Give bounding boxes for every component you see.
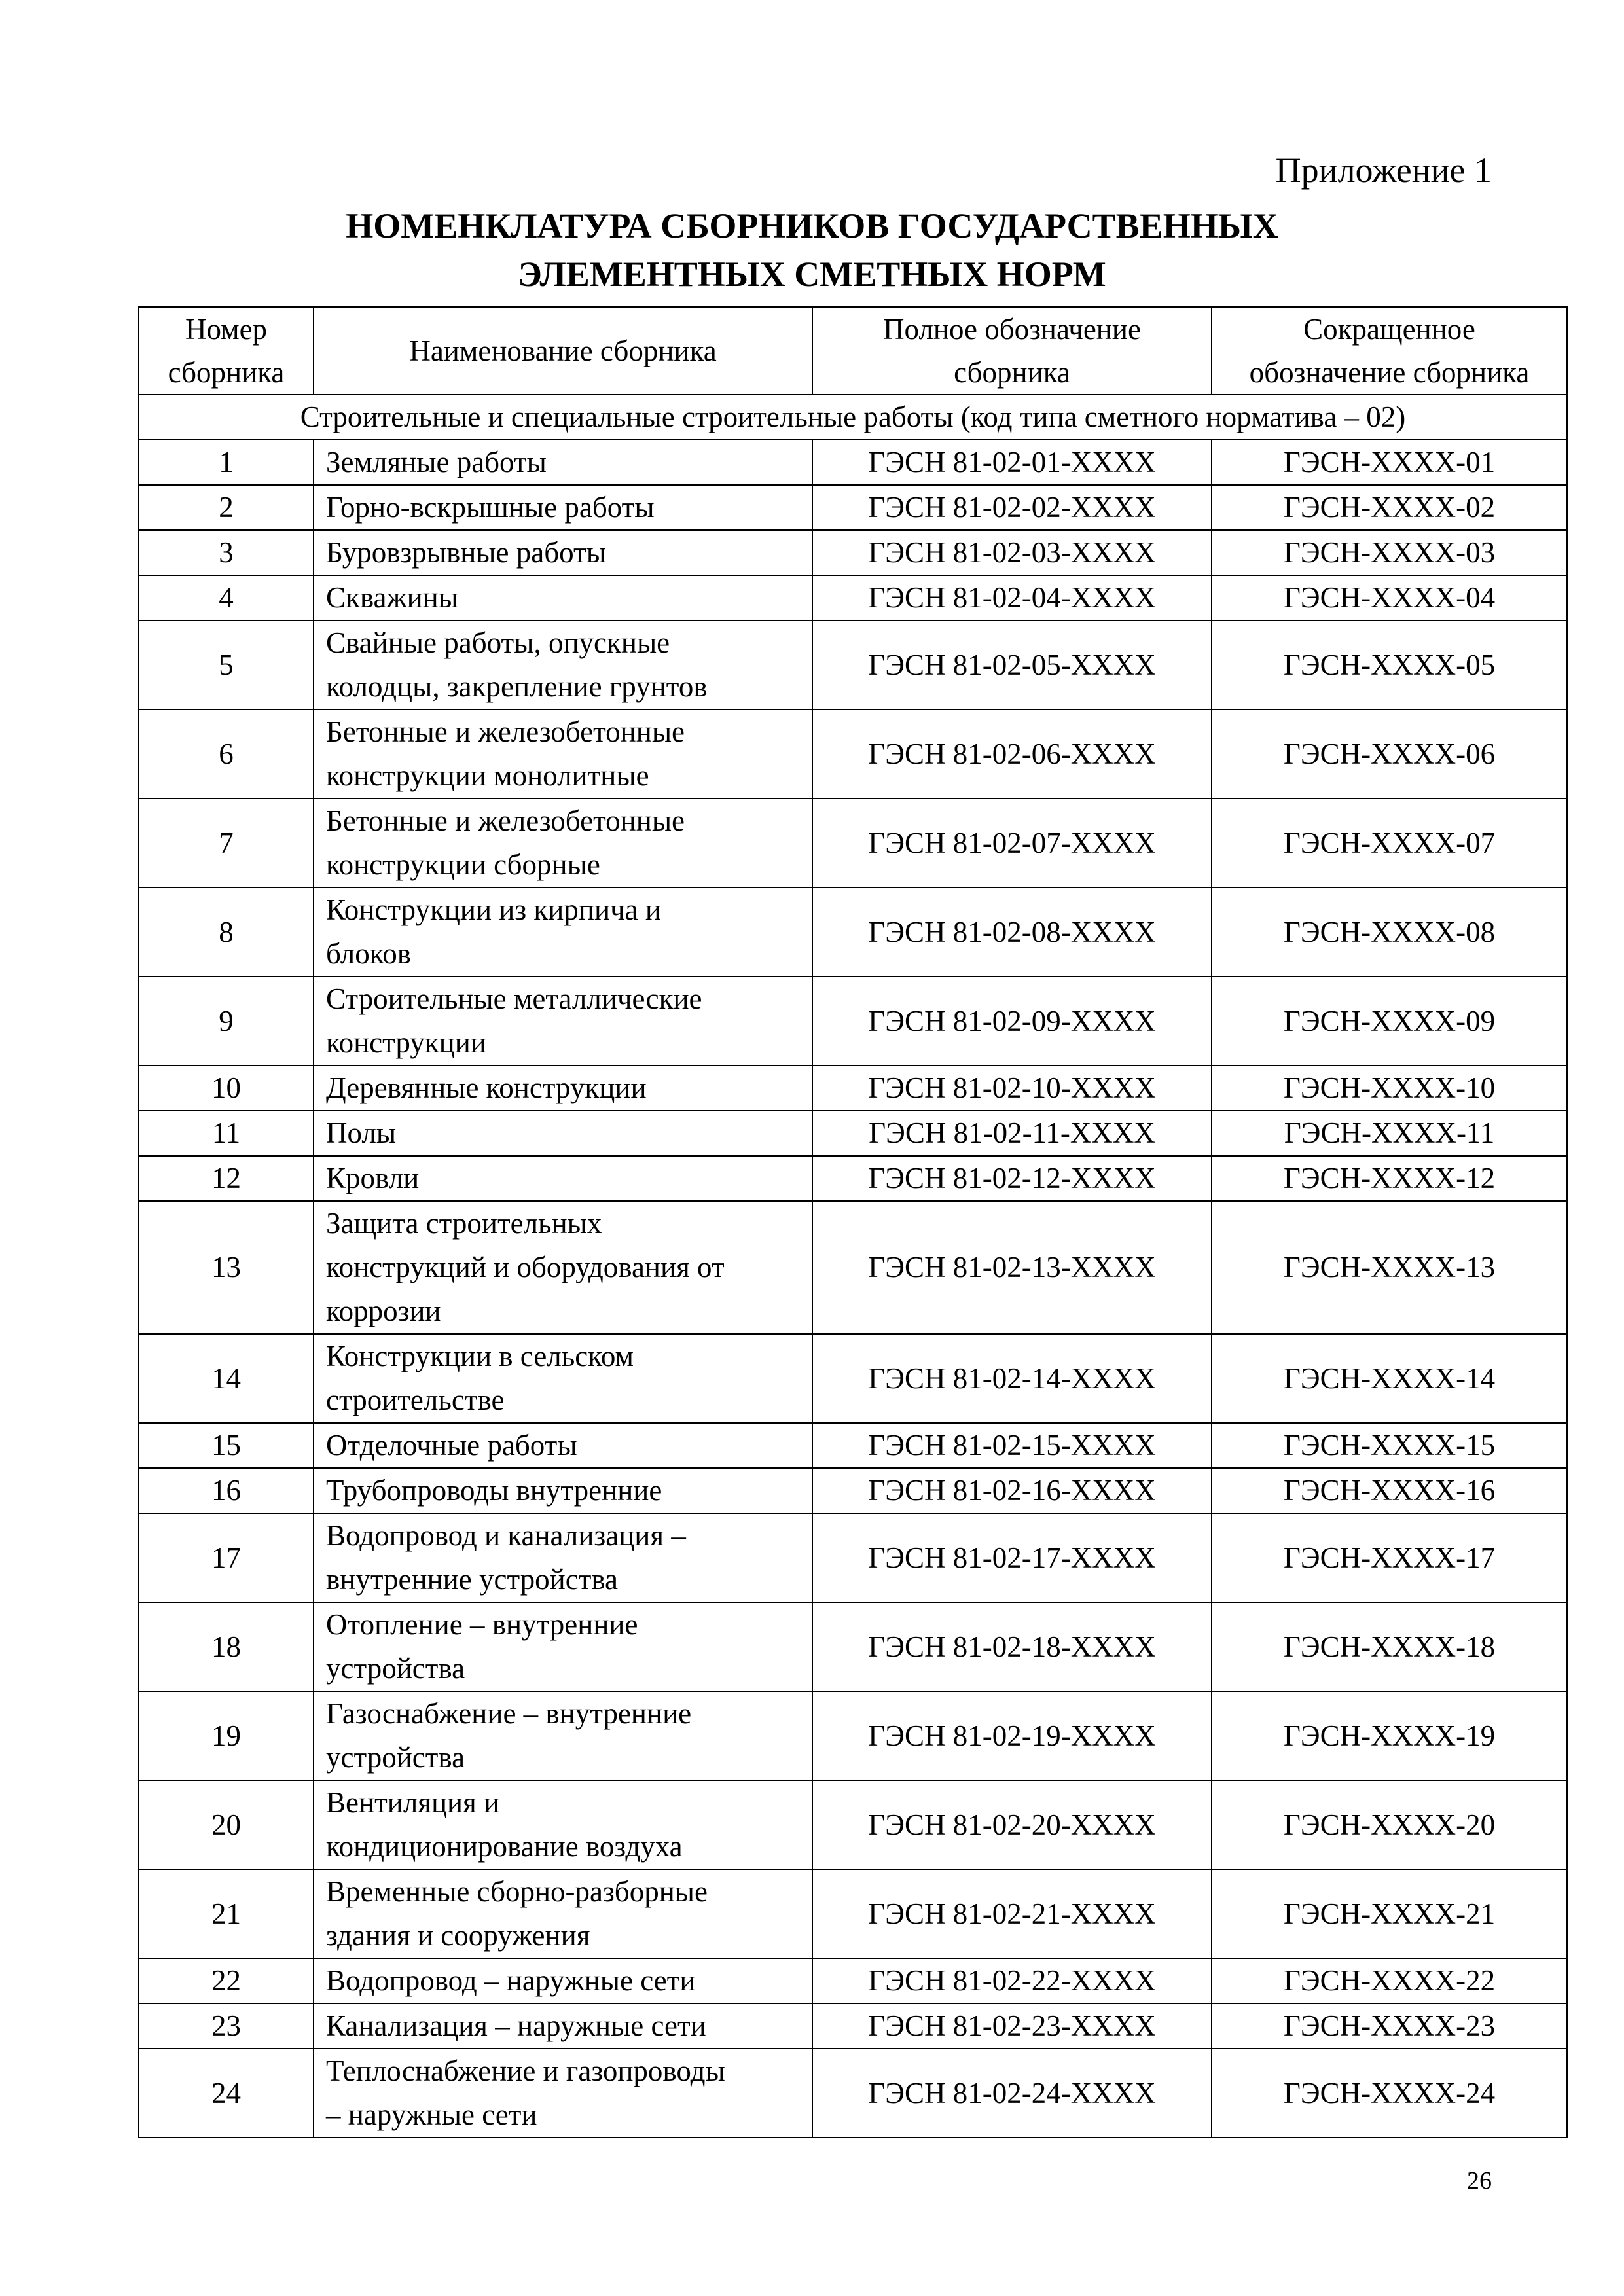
collection-name	[314, 575, 812, 620]
full-designation: ГЭСН 81-02-02-ХХХХ	[812, 485, 1212, 530]
document-title	[0, 202, 1624, 298]
collection-number: 19	[139, 1691, 314, 1780]
collection-name-line: Полы	[326, 1117, 397, 1149]
short-designation: ГЭСН-ХХХХ-12	[1212, 1156, 1567, 1201]
full-designation: ГЭСН 81-02-03-ХХХХ	[812, 530, 1212, 575]
collection-name-line: Защита строительных	[326, 1207, 602, 1240]
table-row	[139, 1869, 1567, 1958]
collection-name-line: колодцы, закрепление грунтов	[326, 670, 708, 703]
collection-name	[314, 977, 812, 1066]
collection-name	[314, 1201, 812, 1334]
collection-name-line: конструкции	[326, 1026, 486, 1059]
collection-number: 18	[139, 1602, 314, 1691]
table-row	[139, 1780, 1567, 1869]
collection-name-line: Канализация – наружные сети	[326, 2009, 706, 2042]
collection-name-line: внутренние устройства	[326, 1563, 619, 1596]
collection-name	[314, 709, 812, 798]
collection-name-line: Буровзрывные работы	[326, 536, 606, 569]
full-designation: ГЭСН 81-02-20-ХХХХ	[812, 1780, 1212, 1869]
collection-number: 13	[139, 1201, 314, 1334]
short-designation: ГЭСН-ХХХХ-17	[1212, 1513, 1567, 1602]
full-designation: ГЭСН 81-02-01-ХХХХ	[812, 440, 1212, 485]
collection-name	[314, 1111, 812, 1156]
collection-number: 5	[139, 620, 314, 709]
full-designation: ГЭСН 81-02-21-ХХХХ	[812, 1869, 1212, 1958]
short-designation: ГЭСН-ХХХХ-19	[1212, 1691, 1567, 1780]
collection-name-line: строительстве	[326, 1384, 505, 1416]
title-line: НОМЕНКЛАТУРА СБОРНИКОВ ГОСУДАРСТВЕННЫХ	[346, 206, 1278, 245]
collection-name-line: конструкции монолитные	[326, 759, 649, 792]
collection-number: 3	[139, 530, 314, 575]
table-row	[139, 798, 1567, 888]
table-row	[139, 888, 1567, 977]
collection-name-line: Строительные металлические	[326, 982, 702, 1015]
short-designation: ГЭСН-ХХХХ-05	[1212, 620, 1567, 709]
collection-number: 8	[139, 888, 314, 977]
collection-name-line: Отделочные работы	[326, 1429, 577, 1462]
full-designation: ГЭСН 81-02-05-ХХХХ	[812, 620, 1212, 709]
short-designation: ГЭСН-ХХХХ-07	[1212, 798, 1567, 888]
collection-name	[314, 1691, 812, 1780]
collection-name	[314, 1958, 812, 2003]
full-designation: ГЭСН 81-02-18-ХХХХ	[812, 1602, 1212, 1691]
collection-name-line: Свайные работы, опускные	[326, 626, 670, 659]
table-row	[139, 1111, 1567, 1156]
collections-table	[138, 306, 1568, 2138]
collection-number: 10	[139, 1066, 314, 1111]
collection-name-line: устройства	[326, 1652, 465, 1685]
short-designation: ГЭСН-ХХХХ-16	[1212, 1468, 1567, 1513]
full-designation: ГЭСН 81-02-06-ХХХХ	[812, 709, 1212, 798]
full-designation: ГЭСН 81-02-09-ХХХХ	[812, 977, 1212, 1066]
full-designation: ГЭСН 81-02-10-ХХХХ	[812, 1066, 1212, 1111]
short-designation: ГЭСН-ХХХХ-15	[1212, 1423, 1567, 1468]
table-row	[139, 2003, 1567, 2049]
collection-number: 17	[139, 1513, 314, 1602]
table-row	[139, 709, 1567, 798]
column-header-short-designation: Сокращенное обозначение сборника	[1212, 307, 1567, 395]
collection-name	[314, 1423, 812, 1468]
full-designation: ГЭСН 81-02-04-ХХХХ	[812, 575, 1212, 620]
collection-number: 9	[139, 977, 314, 1066]
collection-name-line: Скважины	[326, 581, 458, 614]
collection-name-line: конструкций и оборудования от	[326, 1251, 725, 1283]
short-designation: ГЭСН-ХХХХ-20	[1212, 1780, 1567, 1869]
collection-name-line: Деревянные конструкции	[326, 1071, 647, 1104]
collection-name	[314, 485, 812, 530]
short-designation: ГЭСН-ХХХХ-09	[1212, 977, 1567, 1066]
collection-name	[314, 1602, 812, 1691]
collection-number: 2	[139, 485, 314, 530]
full-designation: ГЭСН 81-02-14-ХХХХ	[812, 1334, 1212, 1423]
table-row	[139, 1156, 1567, 1201]
collection-name-line: Горно-вскрышные работы	[326, 491, 655, 524]
short-designation: ГЭСН-ХХХХ-08	[1212, 888, 1567, 977]
collection-name-line: Водопровод – наружные сети	[326, 1964, 696, 1997]
collection-name-line: – наружные сети	[326, 2098, 537, 2131]
full-designation: ГЭСН 81-02-08-ХХХХ	[812, 888, 1212, 977]
table-row	[139, 1201, 1567, 1334]
collection-number: 1	[139, 440, 314, 485]
table-row	[139, 530, 1567, 575]
collection-name-line: устройства	[326, 1741, 465, 1774]
short-designation: ГЭСН-ХХХХ-02	[1212, 485, 1567, 530]
collection-name-line: Отопление – внутренние	[326, 1608, 638, 1641]
collection-name	[314, 1780, 812, 1869]
collection-name-line: Трубопроводы внутренние	[326, 1474, 662, 1507]
short-designation: ГЭСН-ХХХХ-10	[1212, 1066, 1567, 1111]
short-designation: ГЭСН-ХХХХ-14	[1212, 1334, 1567, 1423]
short-designation: ГЭСН-ХХХХ-23	[1212, 2003, 1567, 2049]
collection-name	[314, 1468, 812, 1513]
collection-number: 15	[139, 1423, 314, 1468]
table-row	[139, 2049, 1567, 2138]
collection-number: 11	[139, 1111, 314, 1156]
section-row	[139, 395, 1567, 440]
collection-name-line: коррозии	[326, 1295, 441, 1327]
short-designation: ГЭСН-ХХХХ-21	[1212, 1869, 1567, 1958]
short-designation: ГЭСН-ХХХХ-18	[1212, 1602, 1567, 1691]
collection-number: 12	[139, 1156, 314, 1201]
short-designation: ГЭСН-ХХХХ-04	[1212, 575, 1567, 620]
full-designation: ГЭСН 81-02-22-ХХХХ	[812, 1958, 1212, 2003]
collection-name-line: Кровли	[326, 1162, 420, 1194]
collection-name-line: конструкции сборные	[326, 848, 600, 881]
collection-number: 14	[139, 1334, 314, 1423]
collection-name-line: блоков	[326, 937, 412, 970]
short-designation: ГЭСН-ХХХХ-24	[1212, 2049, 1567, 2138]
collection-name-line: Теплоснабжение и газопроводы	[326, 2054, 725, 2087]
full-designation: ГЭСН 81-02-07-ХХХХ	[812, 798, 1212, 888]
collection-name-line: здания и сооружения	[326, 1919, 590, 1952]
collection-name	[314, 440, 812, 485]
table-row	[139, 440, 1567, 485]
collection-name	[314, 1869, 812, 1958]
collection-number: 6	[139, 709, 314, 798]
table-row	[139, 1691, 1567, 1780]
full-designation: ГЭСН 81-02-12-ХХХХ	[812, 1156, 1212, 1201]
collection-number: 20	[139, 1780, 314, 1869]
collection-number: 23	[139, 2003, 314, 2049]
collection-name-line: Земляные работы	[326, 446, 547, 478]
table-row	[139, 977, 1567, 1066]
page-number: 26	[1467, 2167, 1492, 2195]
collection-name-line: кондиционирование воздуха	[326, 1830, 683, 1863]
collection-name-line: Временные сборно-разборные	[326, 1875, 708, 1908]
table-row	[139, 1958, 1567, 2003]
collection-name	[314, 888, 812, 977]
collection-name	[314, 1156, 812, 1201]
collection-name-line: Конструкции из кирпича и	[326, 893, 661, 926]
collection-name	[314, 620, 812, 709]
full-designation: ГЭСН 81-02-24-ХХХХ	[812, 2049, 1212, 2138]
collection-name	[314, 798, 812, 888]
collection-number: 21	[139, 1869, 314, 1958]
title-line: ЭЛЕМЕНТНЫХ СМЕТНЫХ НОРМ	[518, 255, 1106, 294]
collection-name-line: Водопровод и канализация –	[326, 1519, 686, 1552]
collection-name-line: Конструкции в сельском	[326, 1340, 634, 1372]
table-row	[139, 1468, 1567, 1513]
full-designation: ГЭСН 81-02-19-ХХХХ	[812, 1691, 1212, 1780]
short-designation: ГЭСН-ХХХХ-06	[1212, 709, 1567, 798]
collection-number: 22	[139, 1958, 314, 2003]
collection-number: 4	[139, 575, 314, 620]
collection-name-line: Бетонные и железобетонные	[326, 715, 685, 748]
table-row	[139, 1513, 1567, 1602]
table-row	[139, 1066, 1567, 1111]
collection-number: 7	[139, 798, 314, 888]
full-designation: ГЭСН 81-02-16-ХХХХ	[812, 1468, 1212, 1513]
full-designation: ГЭСН 81-02-15-ХХХХ	[812, 1423, 1212, 1468]
full-designation: ГЭСН 81-02-23-ХХХХ	[812, 2003, 1212, 2049]
collection-number: 24	[139, 2049, 314, 2138]
collection-name	[314, 1513, 812, 1602]
collection-name	[314, 530, 812, 575]
column-header-number: Номер сборника	[139, 307, 314, 395]
table-row	[139, 620, 1567, 709]
full-designation: ГЭСН 81-02-17-ХХХХ	[812, 1513, 1212, 1602]
collection-name	[314, 1066, 812, 1111]
collection-name-line: Бетонные и железобетонные	[326, 804, 685, 837]
short-designation: ГЭСН-ХХХХ-01	[1212, 440, 1567, 485]
table-row	[139, 1602, 1567, 1691]
full-designation: ГЭСН 81-02-13-ХХХХ	[812, 1201, 1212, 1334]
collection-name	[314, 2049, 812, 2138]
collection-name-line: Вентиляция и	[326, 1786, 500, 1819]
appendix-label: Приложение 1	[1275, 151, 1492, 190]
short-designation: ГЭСН-ХХХХ-11	[1212, 1111, 1567, 1156]
collection-name	[314, 2003, 812, 2049]
collection-number: 16	[139, 1468, 314, 1513]
short-designation: ГЭСН-ХХХХ-13	[1212, 1201, 1567, 1334]
section-title: Строительные и специальные строительные работы (код типа сметного норматива – 02)	[139, 395, 1567, 440]
collection-name-line: Газоснабжение – внутренние	[326, 1697, 692, 1730]
column-header-full-designation: Полное обозначение сборника	[812, 307, 1212, 395]
table-header-row	[139, 307, 1567, 395]
full-designation: ГЭСН 81-02-11-ХХХХ	[812, 1111, 1212, 1156]
table-row	[139, 1423, 1567, 1468]
column-header-name: Наименование сборника	[314, 307, 812, 395]
short-designation: ГЭСН-ХХХХ-22	[1212, 1958, 1567, 2003]
collection-name	[314, 1334, 812, 1423]
table-row	[139, 575, 1567, 620]
table-row	[139, 485, 1567, 530]
short-designation: ГЭСН-ХХХХ-03	[1212, 530, 1567, 575]
table-row	[139, 1334, 1567, 1423]
